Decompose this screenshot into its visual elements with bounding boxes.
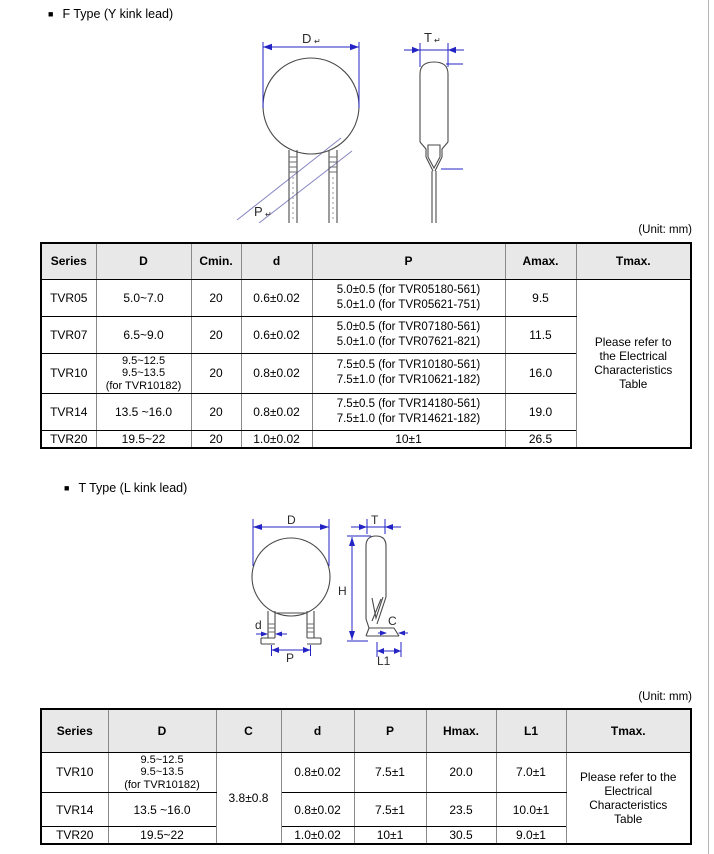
square-bullet-icon: ■ <box>64 482 70 493</box>
table-cell: 19.5~22 <box>96 431 191 449</box>
table-cell: 6.5~9.0 <box>96 316 191 353</box>
f-type-diagram <box>230 28 470 223</box>
table-cell: 9.5~12.5 9.5~13.5 (for TVR10182) <box>96 353 191 394</box>
table-cell: 20 <box>191 353 241 394</box>
header-row <box>41 709 691 752</box>
table-cell: 10.0±1 <box>496 793 566 827</box>
table-cell: 0.8±0.02 <box>241 394 312 431</box>
column-header: Tmax. <box>566 709 691 752</box>
column-header: L1 <box>496 709 566 752</box>
dim-label-D: D <box>287 514 296 527</box>
column-header: d <box>241 243 312 279</box>
dim-label-P: P <box>254 204 263 219</box>
section-title-f-type <box>48 7 173 21</box>
table-cell: 9.5 <box>505 279 576 316</box>
column-header: D <box>108 709 216 752</box>
table-cell: 11.5 <box>505 316 576 353</box>
header-row <box>41 243 691 279</box>
section-title-t-type <box>64 481 187 495</box>
section-title-text: F Type (Y kink lead) <box>62 7 174 21</box>
dim-label-T: T <box>371 514 379 527</box>
paragraph-mark: ↵ <box>265 210 272 219</box>
table-cell: 5.0~7.0 <box>96 279 191 316</box>
table-cell: 7.5±0.5 (for TVR14180-561) 7.5±1.0 (for TVR14621-182) <box>312 394 505 431</box>
dim-label-D: D <box>302 31 312 46</box>
table-cell: 20 <box>191 431 241 449</box>
column-header: Series <box>41 243 96 279</box>
column-header: Amax. <box>505 243 576 279</box>
table-cell: TVR10 <box>41 353 96 394</box>
table-cell: 10±1 <box>312 431 505 449</box>
table-cell: 20 <box>191 316 241 353</box>
table-cell: TVR05 <box>41 279 96 316</box>
column-header: Hmax. <box>426 709 496 752</box>
column-header: d <box>281 709 354 752</box>
table-cell: Please refer to the Electrical Characteristics Table <box>566 752 691 844</box>
column-header: P <box>312 243 505 279</box>
table-cell: 5.0±0.5 (for TVR05180-561) 5.0±1.0 (for TVR05621-751) <box>312 279 505 316</box>
table-cell: 20 <box>191 279 241 316</box>
column-header: Tmax. <box>576 243 691 279</box>
table-cell: TVR20 <box>41 827 108 845</box>
table-cell: 7.5±1 <box>354 793 426 827</box>
table-cell: 20 <box>191 394 241 431</box>
column-header: P <box>354 709 426 752</box>
unit-label: (Unit: mm) <box>638 691 692 703</box>
table-row <box>41 279 691 316</box>
table-cell: 9.5~12.5 9.5~13.5 (for TVR10182) <box>108 752 216 793</box>
table-cell: Please refer to the Electrical Characteristics Table <box>576 279 691 448</box>
table-cell: 26.5 <box>505 431 576 449</box>
column-header: D <box>96 243 191 279</box>
table-cell: 5.0±0.5 (for TVR07180-561) 5.0±1.0 (for TVR07621-821) <box>312 316 505 353</box>
table-cell: 13.5 ~16.0 <box>96 394 191 431</box>
table-cell: 0.6±0.02 <box>241 279 312 316</box>
table-cell: TVR14 <box>41 793 108 827</box>
table-cell: 3.8±0.8 <box>216 752 281 844</box>
table-cell: 19.5~22 <box>108 827 216 845</box>
column-header: Cmin. <box>191 243 241 279</box>
table-cell: 1.0±0.02 <box>281 827 354 845</box>
table-cell: 0.8±0.02 <box>241 353 312 394</box>
dim-label-T: T <box>424 30 432 45</box>
table-cell: 7.0±1 <box>496 752 566 793</box>
dim-label-d: d <box>255 618 262 632</box>
table-cell: 7.5±1 <box>354 752 426 793</box>
table-cell: 30.5 <box>426 827 496 845</box>
lead-kink-hatch <box>289 157 337 172</box>
t-type-dimension-table <box>40 708 692 845</box>
dim-label-H: H <box>338 584 347 598</box>
square-bullet-icon: ■ <box>48 8 54 19</box>
table-row <box>41 752 691 793</box>
table-cell: 13.5 ~16.0 <box>108 793 216 827</box>
table-cell: 10±1 <box>354 827 426 845</box>
table-cell: 23.5 <box>426 793 496 827</box>
table-cell: 0.8±0.02 <box>281 752 354 793</box>
unit-label: (Unit: mm) <box>638 224 692 236</box>
dim-label-P: P <box>286 651 295 665</box>
page-right-border-line <box>708 0 709 854</box>
table-cell: 0.8±0.02 <box>281 793 354 827</box>
table-cell: 1.0±0.02 <box>241 431 312 449</box>
t-type-diagram <box>235 514 420 676</box>
paragraph-mark: ↵ <box>434 36 441 45</box>
paragraph-mark: ↵ <box>314 37 321 46</box>
table-cell: TVR10 <box>41 752 108 793</box>
dim-label-L1: L1 <box>377 654 391 668</box>
table-cell: TVR14 <box>41 394 96 431</box>
table-cell: 0.6±0.02 <box>241 316 312 353</box>
table-cell: TVR07 <box>41 316 96 353</box>
table-cell: 20.0 <box>426 752 496 793</box>
table-cell: 7.5±0.5 (for TVR10180-561) 7.5±1.0 (for TVR10621-182) <box>312 353 505 394</box>
column-header: C <box>216 709 281 752</box>
section-title-text: T Type (L kink lead) <box>78 481 188 495</box>
f-type-dimension-table <box>40 242 692 449</box>
table-cell: 16.0 <box>505 353 576 394</box>
dim-label-C: C <box>388 614 397 628</box>
table-cell: TVR20 <box>41 431 96 449</box>
column-header: Series <box>41 709 108 752</box>
table-cell: 9.0±1 <box>496 827 566 845</box>
table-cell: 19.0 <box>505 394 576 431</box>
